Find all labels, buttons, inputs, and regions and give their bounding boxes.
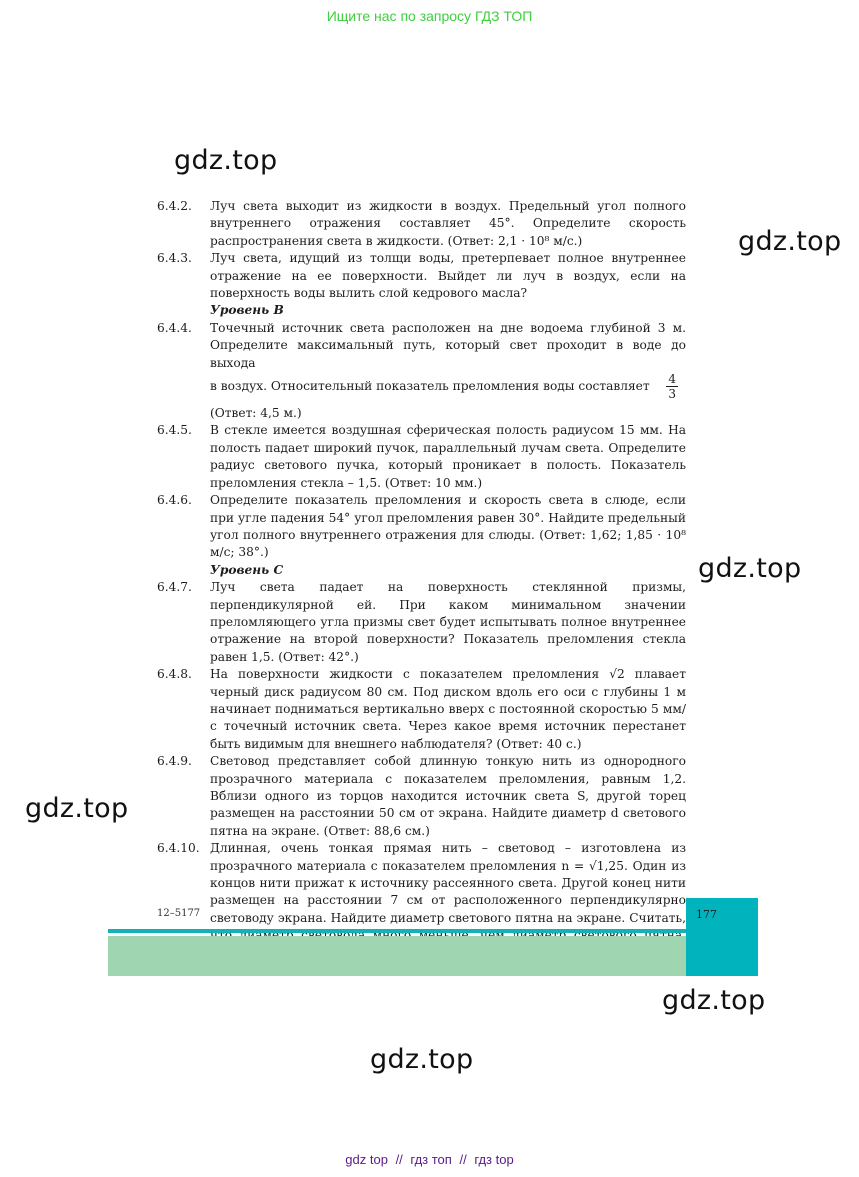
bottom-links xyxy=(0,1152,859,1167)
footer-stripe-green xyxy=(108,936,686,976)
problem-6-4-7 xyxy=(157,579,686,666)
bottom-link-gdz-top[interactable]: gdz top xyxy=(345,1152,388,1167)
top-banner[interactable]: Ищите нас по запросу ГДЗ ТОП xyxy=(326,8,533,24)
problem-number: 6.4.7. xyxy=(157,580,192,595)
watermark-5: gdz.top xyxy=(662,985,766,1016)
watermark-6: gdz.top xyxy=(370,1044,474,1075)
level-c-heading: Уровень С xyxy=(210,562,284,577)
problem-text: Луч света падает на поверхность стеклянной призмы, перпендикулярной ей. При каком минимальном значении преломляющего угла призмы свет будет испытывать полное внутреннее отражение на второй поверхности? Показатель преломления стекла равен 1,5. (Ответ: 42°.) xyxy=(210,580,686,664)
answer: (Ответ: 4,5 м.) xyxy=(210,406,302,421)
problem-6-4-4 xyxy=(157,320,686,423)
bottom-link-gdz-top-ru[interactable]: гдз топ xyxy=(410,1152,452,1167)
problem-text: Длинная, очень тонкая прямая нить – световод – изготовлена из прозрачного материала с показателем преломления n = √1,25. Один из концов нити прижат к источнику рассеянного света. Другой конец нити размещен на расстоянии 7 см от расположенного перпендикулярно световоду экрана. Найдите диаметр светового пятна на экране. Считать, xyxy=(210,841,686,925)
problem-text: Луч света, идущий из толщи воды, претерпевает полное внутреннее отражение на ее поверхности. Выйдет ли луч в воздух, если на поверхность воды вылить слой кедрового масла? xyxy=(210,251,686,301)
problem-6-4-5 xyxy=(157,422,686,492)
problem-number: 6.4.4. xyxy=(157,320,192,335)
fraction-numerator: 4 xyxy=(668,372,676,387)
problem-6-4-3 xyxy=(157,250,686,302)
problem-text: Определите показатель преломления и скорость света в слюде, если при угле падения 54° угол преломления равен 30°. Найдите предельный угол полного внутреннего отражения для слюды. (Ответ: 1,62; 1,85 · 10⁸ м/с; 38°.) xyxy=(210,493,686,560)
problem-text: Луч света выходит из жидкости в воздух. Предельный угол полного внутреннего отражения составляет 45°. Определите скорость распространения света в жидкости. (Ответ: 2,1 · 10⁸ м/с.) xyxy=(210,199,686,248)
problem-number: 6.4.6. xyxy=(157,493,192,508)
problem-number: 6.4.5. xyxy=(157,423,192,438)
problem-text: В стекле имеется воздушная сферическая полость радиусом 15 мм. На полость падает широкий пучок, параллельный лучам света. Определите радиус светового пучка, который проникает в полость. Показатель преломления стекла – 1,5. (Ответ: 10 мм.) xyxy=(210,423,686,490)
print-code: 12–5177 xyxy=(157,908,201,919)
problem-number: 6.4.10. xyxy=(157,841,200,856)
problem-text: Световод представляет собой длинную тонкую нить из однородного прозрачного материала с показателем преломления, равным 1,2. Вблизи одного из торцов находится источник света S, другой торец размещен на расстоянии 50 см от экрана. Найдите диаметр d светового пятна на экране. (Ответ: 88,6 см.) xyxy=(210,754,686,838)
problem-6-4-8 xyxy=(157,666,686,753)
problem-text: в воздух. Относительный показатель преломления воды составляет xyxy=(210,378,650,393)
link-separator: // xyxy=(459,1152,467,1167)
problem-6-4-6 xyxy=(157,492,686,562)
watermark-1: gdz.top xyxy=(174,145,278,176)
problem-text: На поверхности жидкости с показателем преломления √2 плавает черный диск радиусом 80 см. Под диском вдоль его оси с глубины 1 м начинает подниматься вертикально вверх с постоянной скоростью 5 мм/с точечный источник света. Через какое время источник перестанет быть видимым для внешнего наблюдателя? (Ответ: 40 с.) xyxy=(210,667,686,751)
level-b-heading: Уровень В xyxy=(210,303,284,318)
watermark-4: gdz.top xyxy=(25,793,129,824)
problem-text: Точечный источник света расположен на дне водоема глубиной 3 м. Определите максимальный путь, который свет проходит в воде до выхода xyxy=(210,320,686,370)
watermark-2: gdz.top xyxy=(738,226,842,257)
bottom-link-gdz-top-mixed[interactable]: гдз top xyxy=(474,1152,514,1167)
problem-body xyxy=(210,320,686,423)
watermark-3: gdz.top xyxy=(698,553,802,584)
problem-number: 6.4.2. xyxy=(157,199,192,213)
footer-stripe-teal xyxy=(108,929,686,933)
problem-number: 6.4.9. xyxy=(157,754,192,769)
problem-number: 6.4.8. xyxy=(157,667,192,682)
fraction-denominator: 3 xyxy=(668,387,676,402)
link-separator: // xyxy=(395,1152,403,1167)
problem-6-4-9 xyxy=(157,753,686,840)
problem-list xyxy=(157,198,686,962)
fraction-line xyxy=(210,372,686,401)
fraction-four-thirds xyxy=(666,372,678,401)
problem-number: 6.4.3. xyxy=(157,251,192,266)
problem-6-4-2 xyxy=(157,198,686,250)
page-number: 177 xyxy=(696,908,717,921)
